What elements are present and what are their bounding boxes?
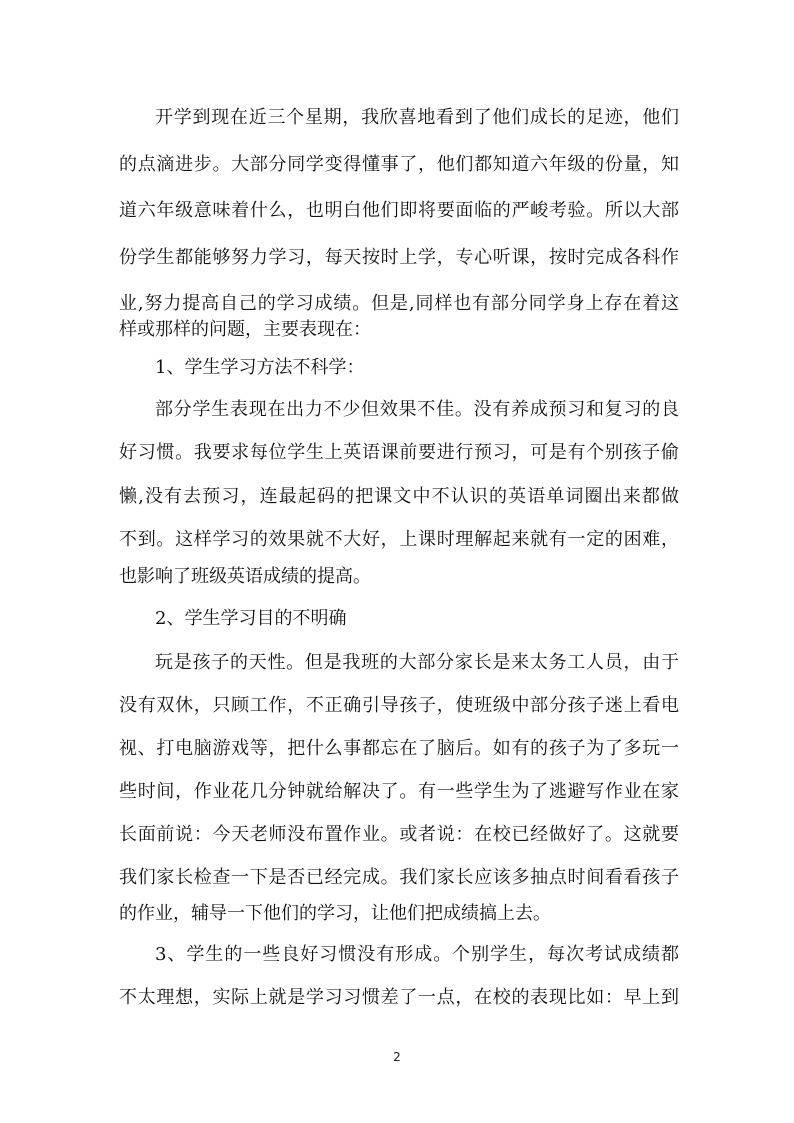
- page-number: 2: [393, 1050, 401, 1064]
- text-line: 道六年级意味着什么，也明白他们即将要面临的严峻考验。所以大部: [119, 200, 679, 221]
- section-heading: 2、学生学习目的不明确: [155, 608, 347, 629]
- text-line: 业,努力提高自己的学习成绩。但是,同样也有部分同学身上存在着这: [119, 293, 679, 314]
- text-line: 好习惯。我要求每位学生上英语课前要进行预习，可是有个别孩子偷: [119, 442, 679, 463]
- text-line: 也影响了班级英语成绩的提高。: [119, 566, 371, 587]
- text-line: 开学到现在近三个星期，我欣喜地看到了他们成长的足迹，他们: [155, 107, 679, 128]
- section-heading: 1、学生学习方法不科学：: [155, 357, 365, 378]
- text-line: 不到。这样学习的效果就不大好，上课时理解起来就有一定的困难，: [119, 529, 679, 550]
- text-line: 懒,没有去预习，连最起码的把课文中不认识的英语单词圈出来都做: [119, 486, 679, 507]
- text-line: 份学生都能够努力学习，每天按时上学，专心听课，按时完成各科作: [119, 247, 679, 268]
- text-line: 3、学生的一些良好习惯没有形成。个别学生，每次考试成绩都: [155, 944, 679, 965]
- text-line: 的点滴进步。大部分同学变得懂事了，他们都知道六年级的份量，知: [119, 154, 679, 175]
- text-line: 部分学生表现在出力不少但效果不佳。没有养成预习和复习的良: [155, 399, 679, 420]
- text-line: 不太理想，实际上就是学习习惯差了一点，在校的表现比如：早上到: [119, 987, 679, 1008]
- text-line: 我们家长检查一下是否已经完成。我们家长应该多抽点时间看看孩子: [119, 867, 679, 888]
- text-line: 没有双休，只顾工作，不正确引导孩子，使班级中部分孩子迷上看电: [119, 695, 679, 716]
- text-line: 视、打电脑游戏等，把什么事都忘在了脑后。如有的孩子为了多玩一: [119, 738, 679, 759]
- text-line: 样或那样的问题，主要表现在：: [119, 319, 371, 340]
- text-line: 玩是孩子的天性。但是我班的大部分家长是来太务工人员，由于: [155, 652, 679, 673]
- text-line: 些时间，作业花几分钟就给解决了。有一些学生为了逃避写作业在家: [119, 781, 679, 802]
- text-line: 长面前说：今天老师没布置作业。或者说：在校已经做好了。这就要: [119, 824, 679, 845]
- text-line: 的作业，辅导一下他们的学习，让他们把成绩搞上去。: [119, 903, 551, 924]
